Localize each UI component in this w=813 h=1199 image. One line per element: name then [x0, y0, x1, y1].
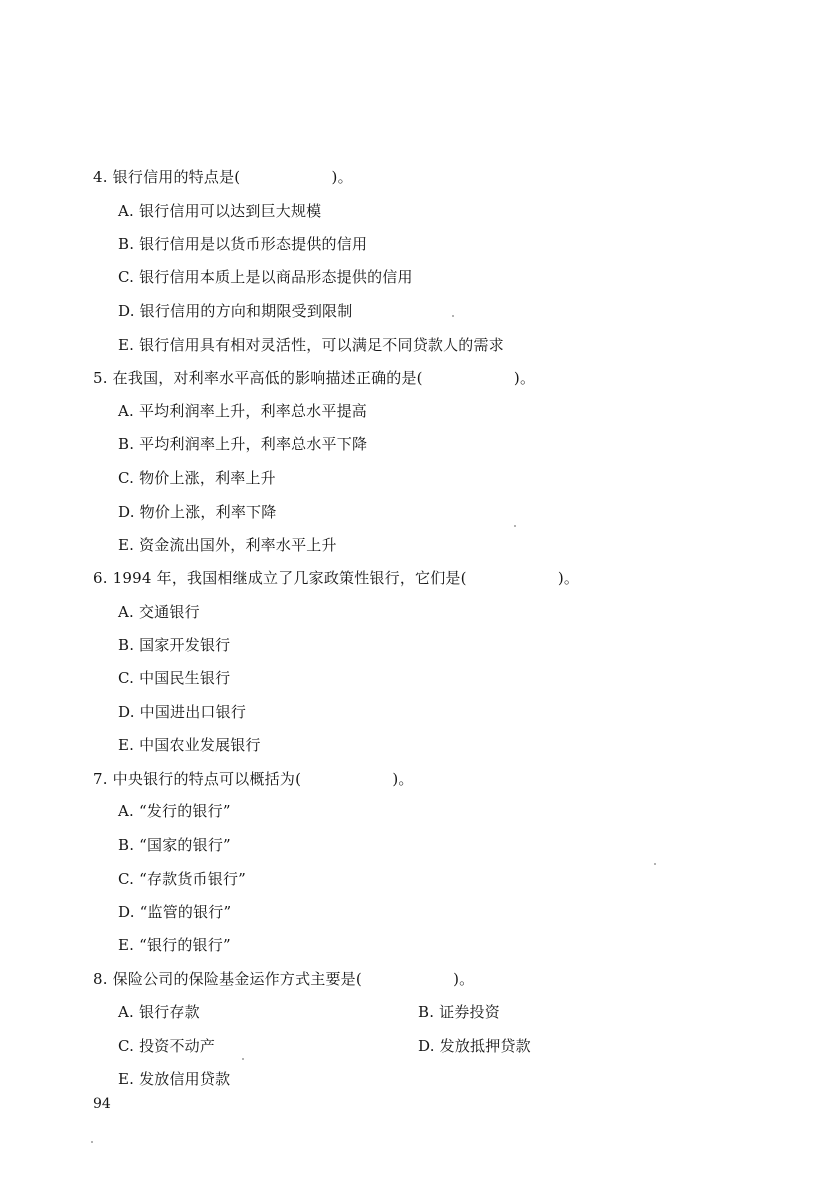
question-6-stem: 6. 1994 年，我国相继成立了几家政策性银行，它们是( )。: [93, 569, 580, 587]
question-8-option-a: A. 银行存款: [118, 1003, 200, 1021]
question-5-option-b: B. 平均利润率上升，利率总水平下降: [118, 435, 368, 453]
question-6-option-b: B. 国家开发银行: [118, 636, 231, 654]
question-7-option-e: E. “银行的银行”: [118, 936, 231, 954]
scan-speck: [654, 863, 656, 865]
question-8-option-b: B. 证券投资: [418, 1003, 500, 1021]
scan-speck: [514, 525, 516, 527]
question-6-option-e: E. 中国农业发展银行: [118, 736, 261, 754]
question-6-option-c: C. 中国民生银行: [118, 669, 231, 687]
question-5-option-c: C. 物价上涨，利率上升: [118, 469, 276, 487]
question-4-stem: 4. 银行信用的特点是( )。: [93, 168, 353, 186]
question-7-option-c: C. “存款货币银行”: [118, 870, 247, 888]
question-6-option-a: A. 交通银行: [118, 603, 200, 621]
question-5-option-a: A. 平均利润率上升，利率总水平提高: [118, 402, 367, 420]
scan-speck: [242, 1058, 244, 1060]
question-7-option-b: B. “国家的银行”: [118, 836, 231, 854]
question-7-stem: 7. 中央银行的特点可以概括为( )。: [93, 770, 414, 788]
question-8-option-d: D. 发放抵押贷款: [418, 1037, 531, 1055]
question-8-stem: 8. 保险公司的保险基金运作方式主要是( )。: [93, 970, 475, 988]
question-5-option-e: E. 资金流出国外，利率水平上升: [118, 536, 337, 554]
question-8-option-e: E. 发放信用贷款: [118, 1070, 231, 1088]
question-4-option-b: B. 银行信用是以货币形态提供的信用: [118, 235, 368, 253]
question-4-option-d: D. 银行信用的方向和期限受到限制: [118, 302, 353, 320]
question-6-option-d: D. 中国进出口银行: [118, 703, 247, 721]
question-5-option-d: D. 物价上涨，利率下降: [118, 503, 277, 521]
question-4-option-a: A. 银行信用可以达到巨大规模: [118, 202, 322, 220]
question-4-option-e: E. 银行信用具有相对灵活性，可以满足不同贷款人的需求: [118, 336, 504, 354]
question-8-option-c: C. 投资不动产: [118, 1037, 216, 1055]
page-number: 94: [93, 1096, 111, 1112]
scan-speck: [452, 315, 454, 317]
question-5-stem: 5. 在我国，对利率水平高低的影响描述正确的是( )。: [93, 369, 536, 387]
scan-speck: [91, 1141, 93, 1143]
question-4-option-c: C. 银行信用本质上是以商品形态提供的信用: [118, 268, 413, 286]
question-7-option-d: D. “监管的银行”: [118, 903, 232, 921]
question-7-option-a: A. “发行的银行”: [118, 802, 231, 820]
